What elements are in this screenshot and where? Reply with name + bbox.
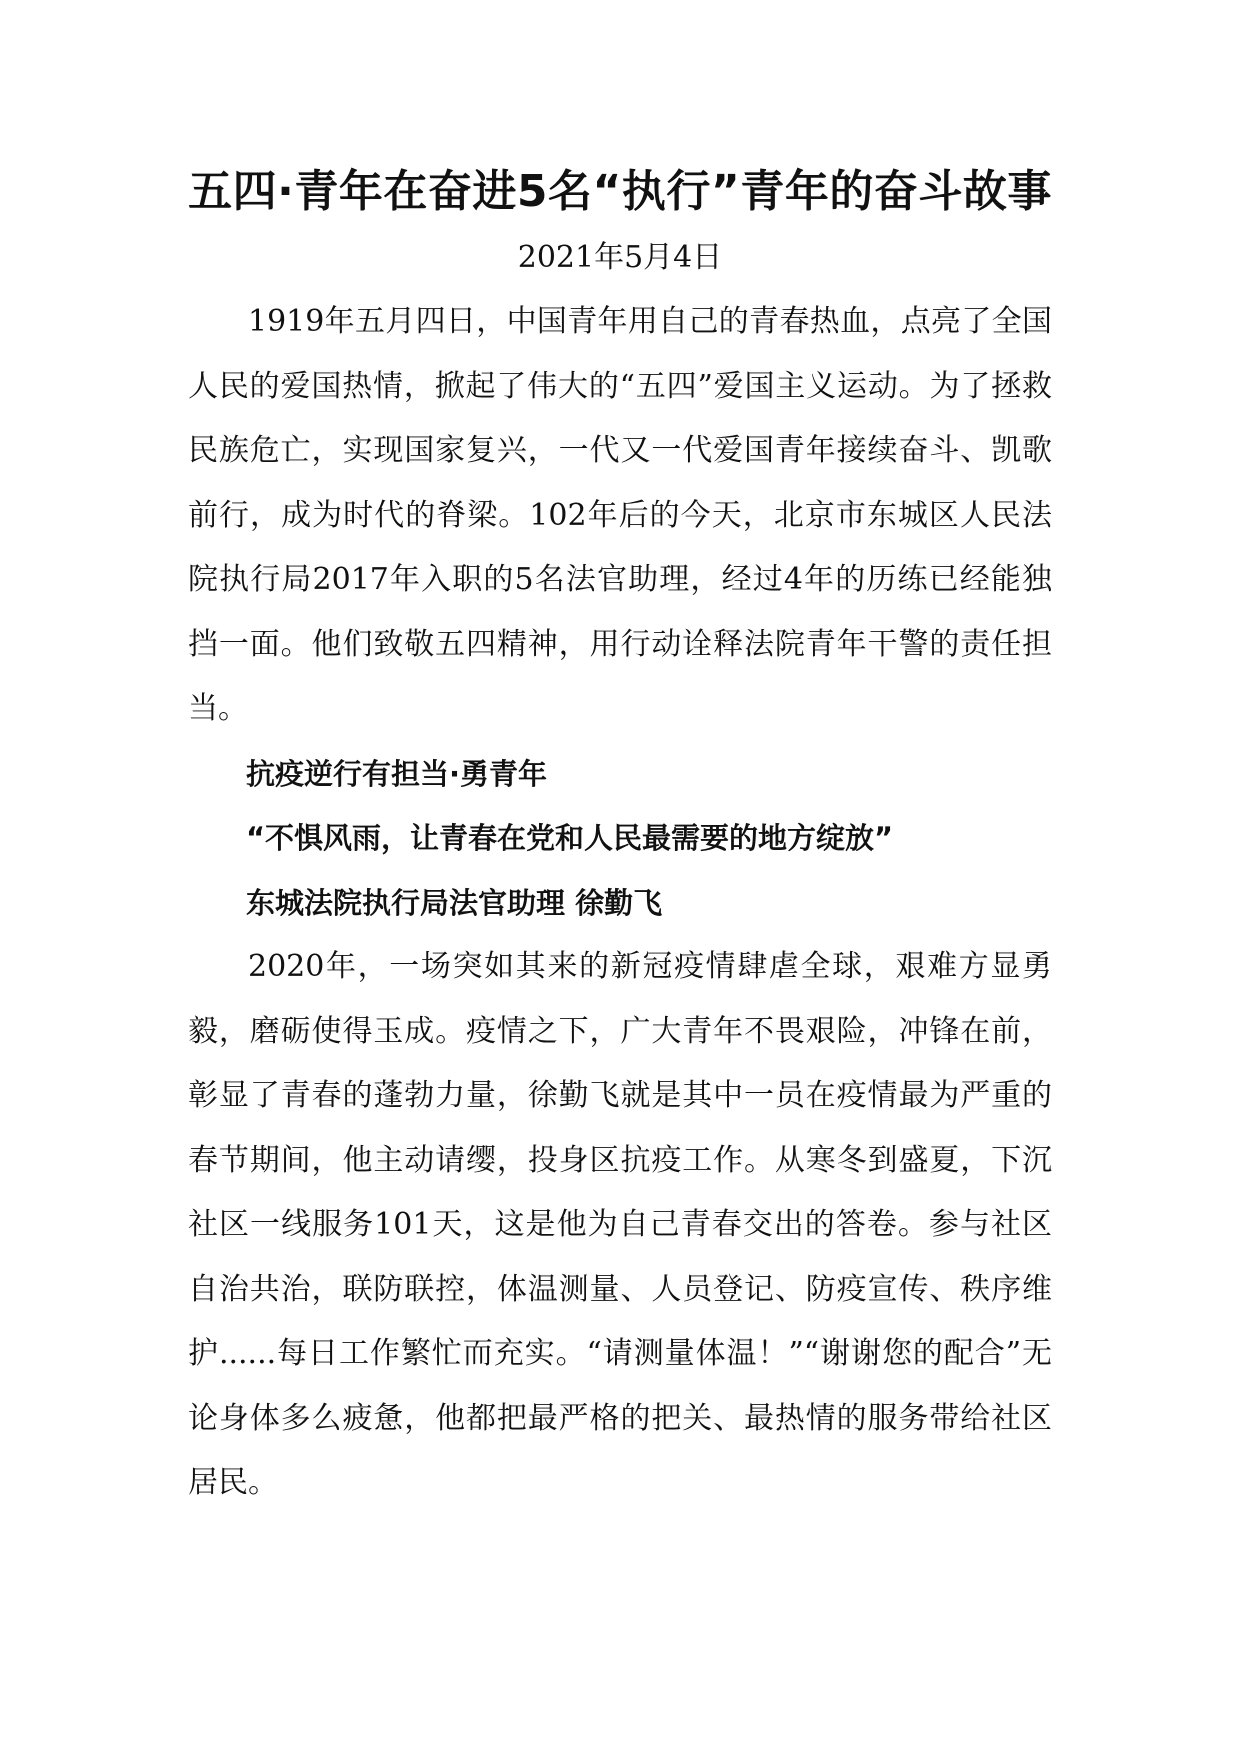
section-heading: 抗疫逆行有担当·勇青年 [246, 756, 548, 791]
section-person: 东城法院执行局法官助理 徐勤飞 [246, 885, 663, 920]
document-date: 2021年5月4日 [517, 240, 723, 275]
story-paragraph: 2020年，一场突如其来的新冠疫情肆虐全球，艰难方显勇毅，磨砺使得玉成。疫情之下，广大青年不畏艰险，冲锋在前，彰显了青春的蓬勃力量，徐勤飞就是其中一员在疫情最为严重的春节期间，他主动请缨，投身区抗疫工作。从寒冬到盛夏，下沉社区一线服务101天，这是他为自己青春交出的答卷。参与社区自治共治，联防联控，体温测量、人员登记、防疫宣传、秩序维护......每日工作繁忙而充实。“请测量体温！”“谢谢您的配合”无论身体多么疲惫，他都把最严格的把关、最热情的服务带给社区居民。 [188, 949, 1052, 1500]
document-title: 五四·青年在奋进5名“执行”青年的奋斗故事 [188, 166, 1052, 217]
section-quote: “不惧风雨，让青春在党和人民最需要的地方绽放” [246, 821, 894, 855]
document-body [188, 160, 1052, 1516]
intro-paragraph: 1919年五月四日，中国青年用自己的青春热血，点亮了全国人民的爱国热情，掀起了伟大的“五四”爱国主义运动。为了拯救民族危亡，实现国家复兴，一代又一代爱国青年接续奋斗、凯歌前行，成为时代的脊梁。102年后的今天，北京市东城区人民法院执行局2017年入职的5名法官助理，经过4年的历练已经能独挡一面。他们致敬五四精神，用行动诠释法院青年干警的责任担当。 [188, 304, 1052, 726]
